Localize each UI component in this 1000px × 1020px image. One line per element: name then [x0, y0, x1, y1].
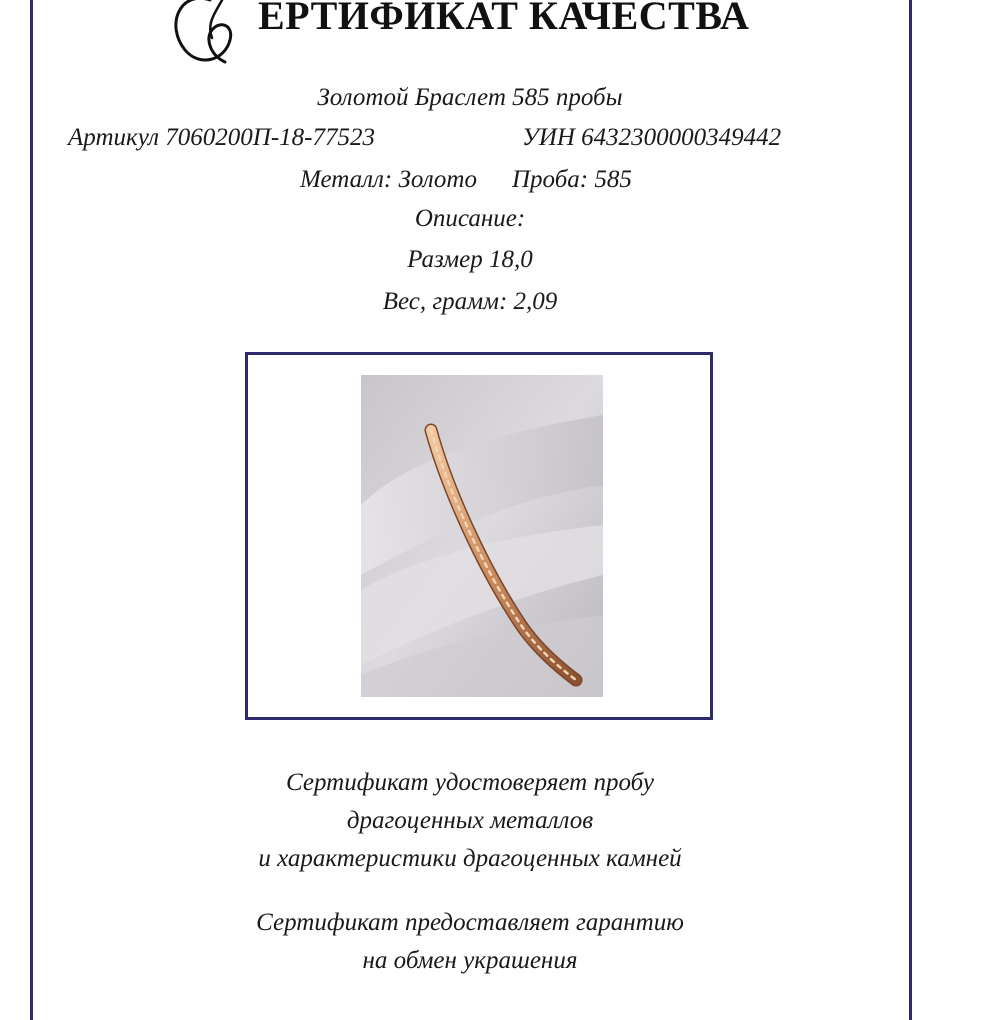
article-number: Артикул 7060200П-18-77523 [68, 124, 375, 151]
size-value: Размер 18,0 [407, 246, 533, 273]
description-label: Описание: [414, 205, 526, 232]
probe-label: Проба: 585 [512, 166, 632, 193]
guarantee-line-1: Сертификат предоставляет гарантию [256, 909, 684, 936]
product-name: Золотой Браслет 585 пробы [317, 84, 623, 111]
certify-line-1: Сертификат удостоверяет пробу [286, 769, 654, 796]
certify-line-3: и характеристики драгоценных камней [258, 845, 682, 872]
certify-text [0, 764, 940, 878]
photo-frame [245, 352, 713, 720]
guarantee-line-2: на обмен украшения [362, 947, 578, 974]
certificate-title: ЕРТИФИКАТ КАЧЕСТВА [258, 0, 750, 38]
guarantee-text [0, 904, 940, 980]
monogram-logo [150, 0, 260, 80]
certify-line-2: драгоценных металлов [346, 807, 594, 834]
gold-bracelet-photo [361, 375, 603, 697]
metal-label: Металл: Золото [300, 166, 477, 193]
uin-number: УИН 6432300000349442 [522, 124, 782, 151]
weight-value: Вес, грамм: 2,09 [382, 288, 558, 315]
